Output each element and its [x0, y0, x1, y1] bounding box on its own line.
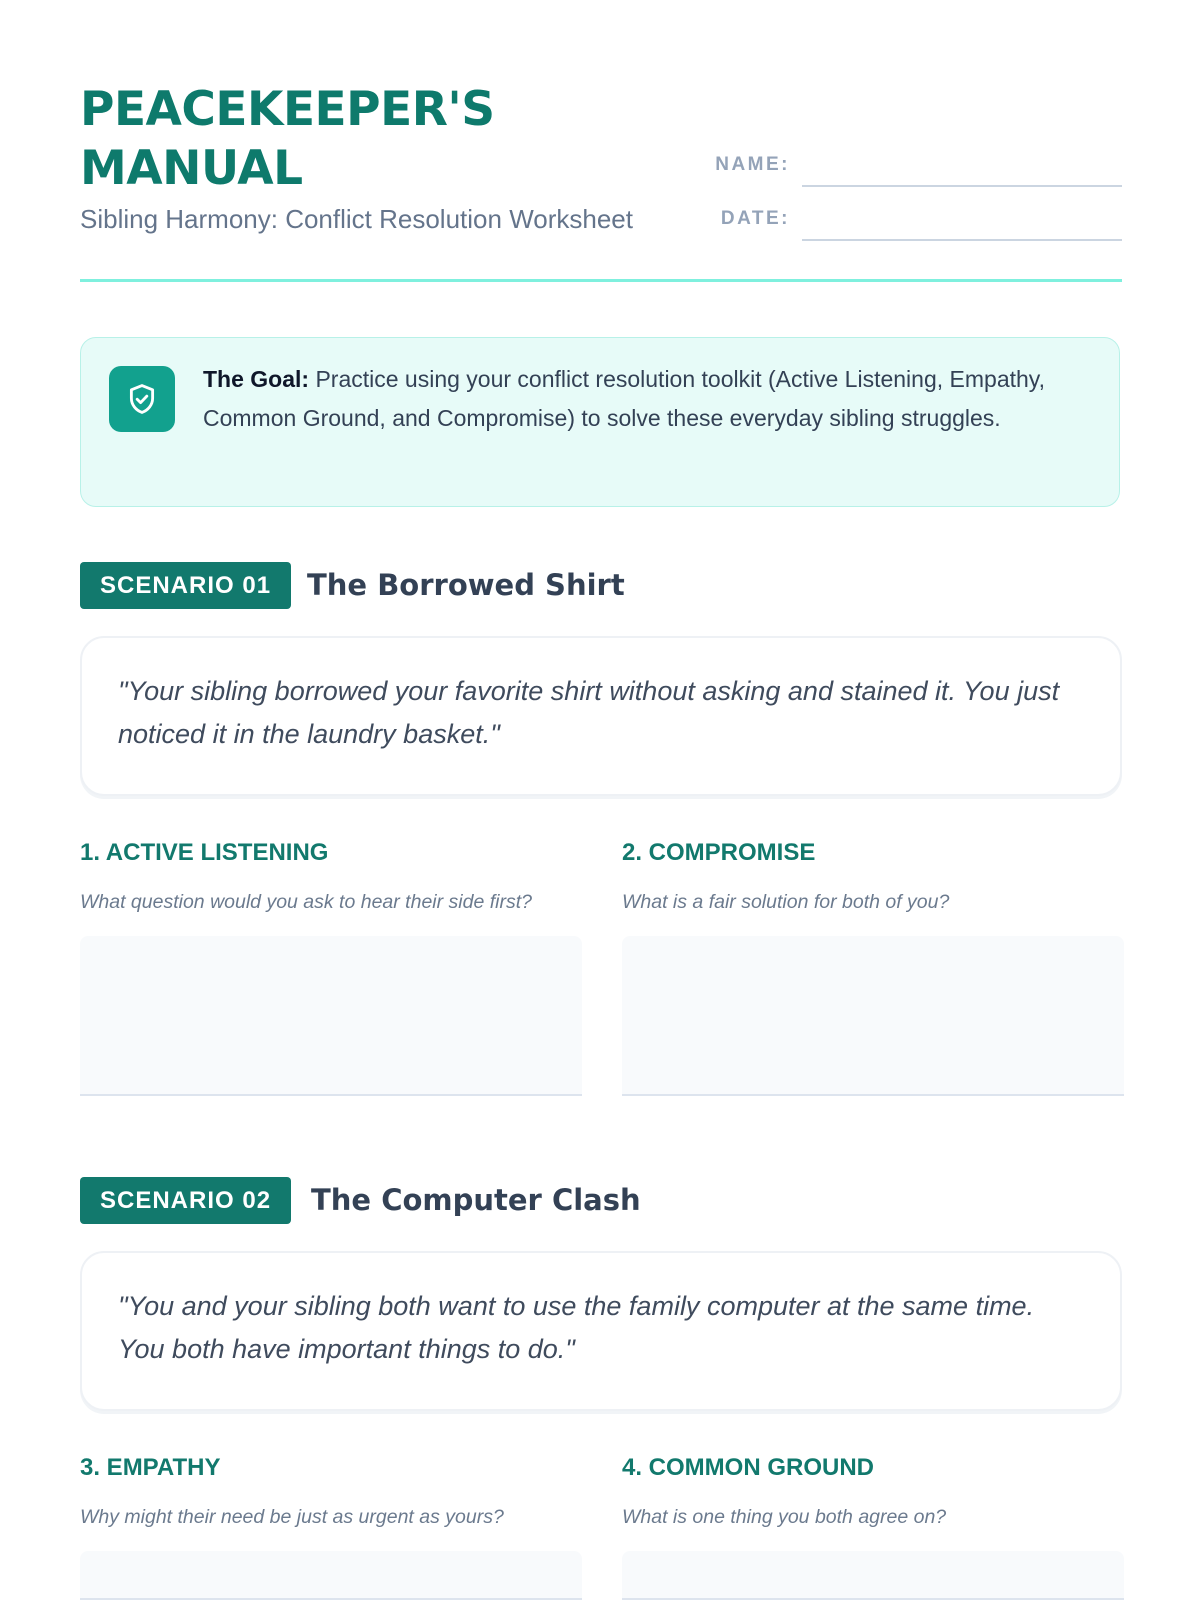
scenario-badge: SCENARIO 01: [80, 562, 291, 609]
scenario-quote-card: [80, 1251, 1122, 1411]
date-field-row: [700, 202, 1122, 242]
question-hint: What question would you ask to hear their side first?: [80, 891, 532, 913]
scenario-quote: "You and your sibling both want to use the family computer at the same time. You both have important things to do.": [118, 1291, 1035, 1364]
question-label: 2. COMPROMISE: [622, 839, 816, 866]
scenario-title: The Computer Clash: [311, 1183, 641, 1217]
scenario-badge: SCENARIO 02: [80, 1177, 291, 1224]
answer-box-empathy[interactable]: [80, 1551, 582, 1600]
answer-box-compromise[interactable]: [622, 936, 1124, 1096]
header-divider: [80, 279, 1122, 282]
name-label: NAME:: [715, 154, 790, 175]
answer-box-active-listening[interactable]: [80, 936, 582, 1096]
question-hint: What is a fair solution for both of you?: [622, 891, 950, 913]
shield-check-icon: [109, 366, 175, 432]
scenario-title: The Borrowed Shirt: [307, 568, 625, 602]
question-label: 1. ACTIVE LISTENING: [80, 839, 329, 866]
date-input[interactable]: [802, 213, 1122, 241]
goal-description: Practice using your conflict resolution toolkit (Active Listening, Empathy, Common Ground, and Compromise) to solve these everyday sibling struggles.: [203, 366, 1045, 431]
question-label: 4. COMMON GROUND: [622, 1454, 874, 1481]
page-subtitle: Sibling Harmony: Conflict Resolution Worksheet: [80, 204, 633, 234]
scenario-quote: "Your sibling borrowed your favorite shirt without asking and stained it. You just noticed it in the laundry basket.": [118, 676, 1060, 749]
question-hint: Why might their need be just as urgent as yours?: [80, 1506, 504, 1528]
goal-label: The Goal:: [203, 366, 310, 392]
scenario-quote-card: [80, 636, 1122, 796]
question-label: 3. EMPATHY: [80, 1454, 221, 1481]
answer-box-common-ground[interactable]: [622, 1551, 1124, 1600]
date-label: DATE:: [720, 208, 790, 229]
name-field-row: [700, 148, 1122, 188]
name-input[interactable]: [802, 159, 1122, 187]
question-hint: What is one thing you both agree on?: [622, 1506, 947, 1528]
goal-text: [203, 360, 1083, 437]
page-title: PEACEKEEPER'S MANUAL: [80, 82, 495, 196]
goal-callout: [80, 337, 1120, 507]
